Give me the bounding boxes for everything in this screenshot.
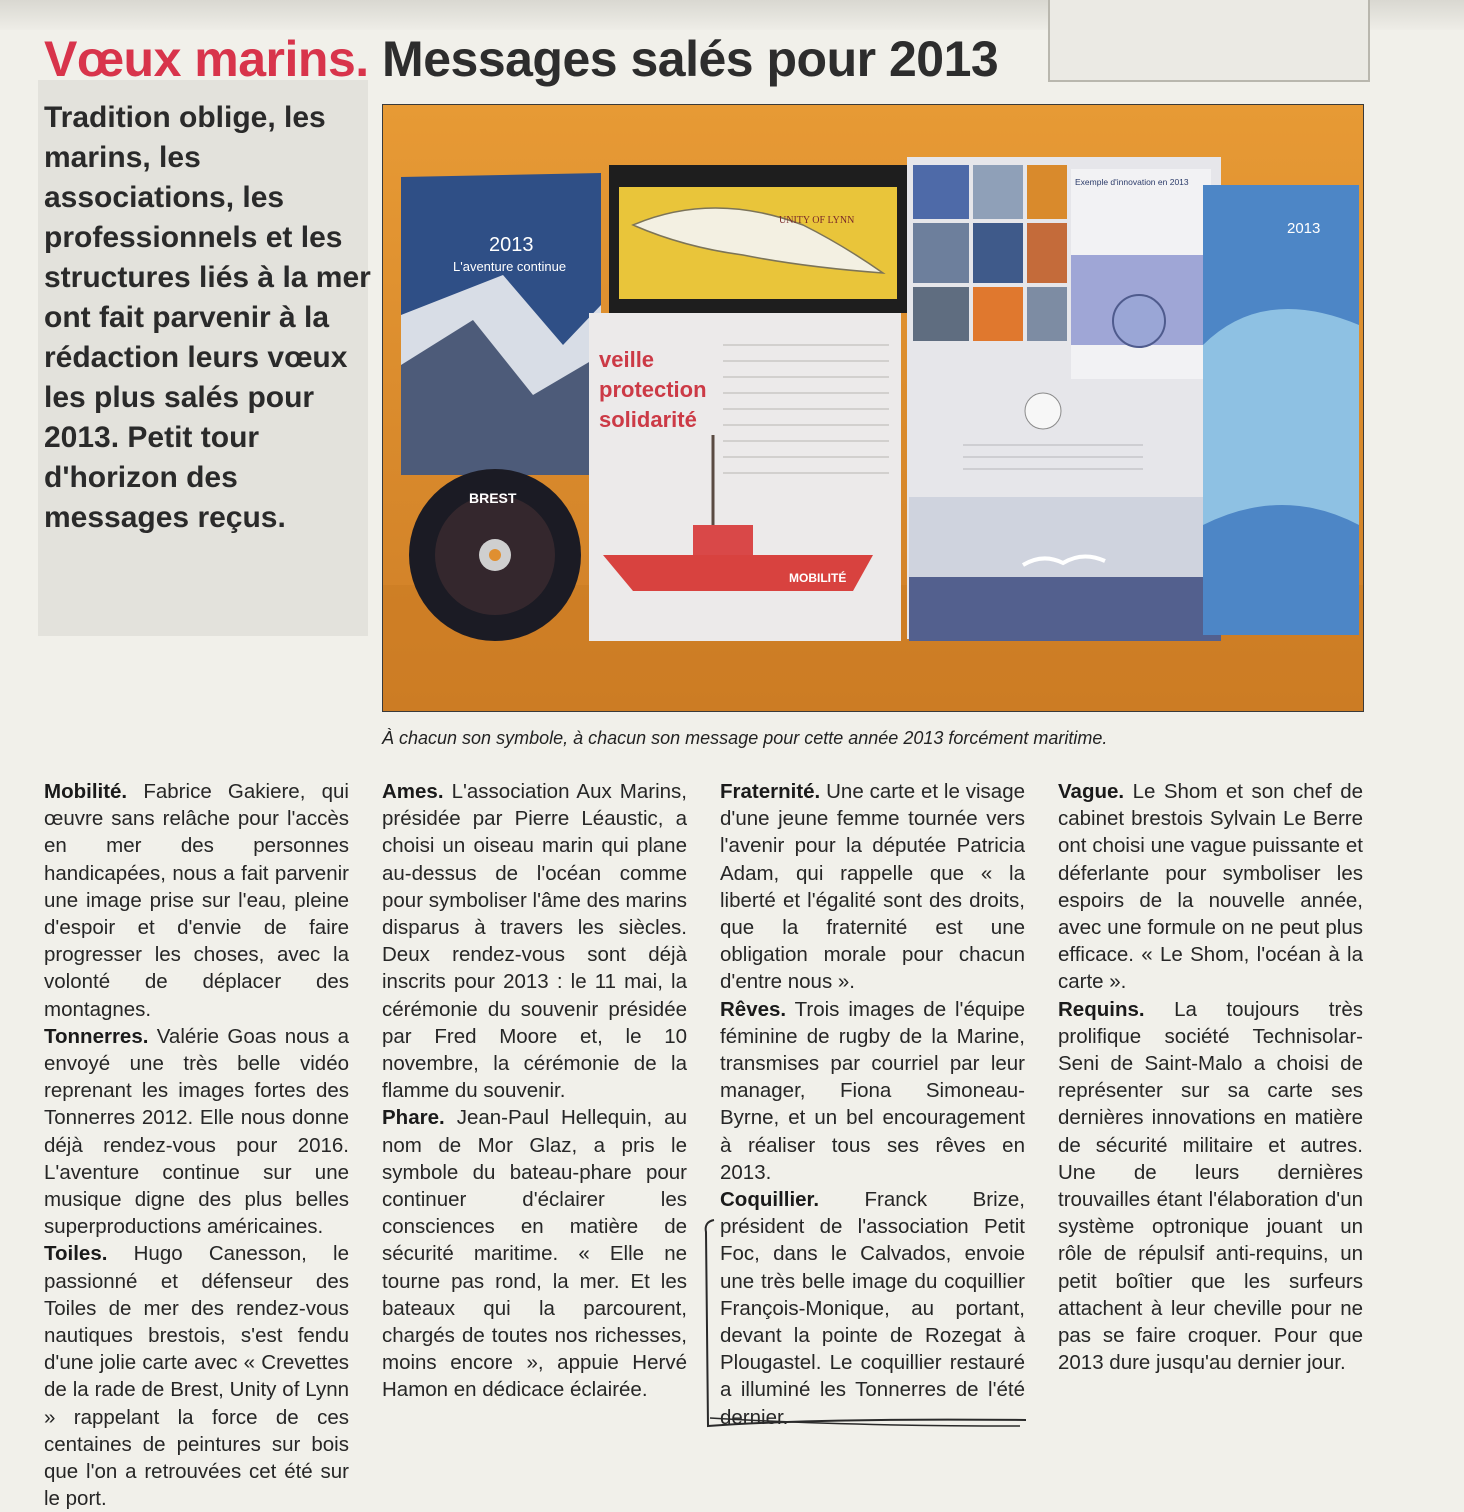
section-vague [1058,778,1363,996]
section-requins [1058,996,1363,1377]
section-text: L'association Aux Marins, présidée par Pierre Léaustic, a choisi un oiseau marin qui plane au-dessus de l'océan comme pour symboliser l'âme des marins disparus à travers les siècles. Deux rendez-vous sont déjà inscrits pour 2013 : le 11 mai, la cérémonie du souvenir présidée par Fred Moore et, le 10 novembre, la cérémonie de la flamme du souvenir. [382,780,687,1103]
card3-line2: protection [599,377,707,402]
headline-kicker: Vœux marins. [44,31,369,87]
card4-emblem [1025,393,1061,429]
section-title: Coquillier. [720,1188,820,1212]
section-title: Ames. [382,780,444,803]
ship-name: MOBILITÉ [789,571,847,585]
section-title: Requins. [1058,997,1145,1021]
headline-title: Messages salés pour 2013 [382,31,999,87]
cd-title: BREST [469,490,517,506]
card2-name: UNITY OF LYNN [779,215,855,226]
article-photo [382,104,1364,712]
section-text: Hugo Canesson, le passionné et défenseur des Toiles de mer des rendez-vous nautiques brestois, s'est fendu d'une jolie carte avec « Crevettes de la rade de Brest, Unity of Lynn » rappelant la force de ces centaines de peintures sur bois que l'on a retrouvées cet été sur le port. [44,1242,349,1511]
card3-line1: veille [599,347,655,372]
section-tonnerres [44,1023,349,1241]
ship-cabin [693,525,753,555]
section-text: Franck Brize, président de l'association Petit Foc, dans le Calvados, envoie une très belle image du coquillier François-Monique, au portant, devant la pointe de Rozegat à Plougastel. Le coquillier restauré a illuminé les Tonnerres de l'été dernier. [720,1188,1025,1429]
greeting-cards-illustration [383,105,1363,711]
photo-caption: À chacun son symbole, à chacun son message pour cette année 2013 forcément maritime. [382,728,1108,748]
card-wave-crest [1203,309,1359,525]
section-title: Vague. [1058,780,1125,803]
section-phare [382,1104,687,1403]
card1-year: 2013 [489,234,534,256]
section-title: Fraternité. [720,780,821,803]
pen-bracket-mark [700,1212,1040,1442]
section-toiles [44,1240,349,1512]
text-column-4 [1058,778,1363,1376]
text-column-1 [44,778,349,1512]
section-title: Mobilité. [44,780,128,803]
section-text: La toujours très prolifique société Technisolar-Seni de Saint-Malo a choisi de représenter sur sa carte ses dernières innovations en matière de sécurité militaire et autres. Une de leurs dernières trouvailles étant l'élaboration d'un système optronique jouant un rôle de répulsif anti-requins, un petit boîtier que les surfeurs attachent à leur cheville pour ne pas se faire croquer. Pour que 2013 dure jusqu'au dernier jour. [1058,997,1363,1375]
card3-line3: solidarité [599,407,697,432]
section-mobilite [44,778,349,1023]
section-fraternite [720,778,1025,996]
section-text: Valérie Goas nous a envoyé une très belle vidéo reprenant les images fortes des Tonnerres 2012. Elle nous donne déjà rendez-vous pour 2016. L'aventure continue sur une musique digne des plus belles superproductions américaines. [44,1024,349,1239]
section-text: Le Shom et son chef de cabinet brestois Sylvain Le Berre ont choisi une vague puissante et déferlante pour symboliser les espoirs de la nouvelle année, avec une formule on ne peut plus efficace. « Le Shom, l'océan à la carte ». [1058,780,1364,994]
section-title: Rêves. [720,997,787,1021]
card-seabird-ocean [909,577,1221,641]
text-column-2 [382,778,687,1404]
card1-tagline: L'aventure continue [453,259,567,274]
section-text: Une carte et le visage d'une jeune femme tournée vers l'avenir pour la députée Patricia Adam, qui rappelle que « la liberté et l'égalité sont des droits, que la fraternité est une obligation morale pour chacun d'entre nous ». [720,780,1025,994]
section-text: Fabrice Gakiere, qui œuvre sans relâche pour l'accès en mer des personnes handicapées, nous a fait parvenir une image prise sur l'eau, pleine d'espoir et d'envie de faire progresser les choses, avec la volonté de déplacer des montagnes. [44,780,349,1021]
card5-year: 2013 [1287,220,1321,237]
section-title: Tonnerres. [44,1024,149,1048]
intro-paragraph: Tradition oblige, les marins, les associations, les professionnels et les structures liés à la mer ont fait parvenir à la rédaction leurs vœux les plus salés pour 2013. Petit tour d'horizon des messages reçus. [44,101,371,534]
section-text: Jean-Paul Hellequin, au nom de Mor Glaz, a pris le symbole du bateau-phare pour continuer d'éclairer les consciences en matière de sécurité maritime. « Elle ne tourne pas rond, la mer. Et les bateaux qui la parcourent, chargés de toutes nos richesses, moins encore », appuie Hervé Hamon en dédicace éclairée. [382,1106,687,1402]
section-title: Phare. [382,1106,445,1130]
section-title: Toiles. [44,1242,108,1266]
headline [44,30,998,88]
adjacent-ad-box [1048,0,1370,82]
section-ames [382,778,687,1104]
card4-title: Exemple d'innovation en 2013 [1075,177,1189,187]
section-reves [720,996,1025,1186]
section-text: Trois images de l'équipe féminine de rugby de la Marine, transmises par courriel par leur manager, Fiona Simoneau-Byrne, et un bel encouragement à réaliser tous ses rêves en 2013. [720,997,1026,1184]
